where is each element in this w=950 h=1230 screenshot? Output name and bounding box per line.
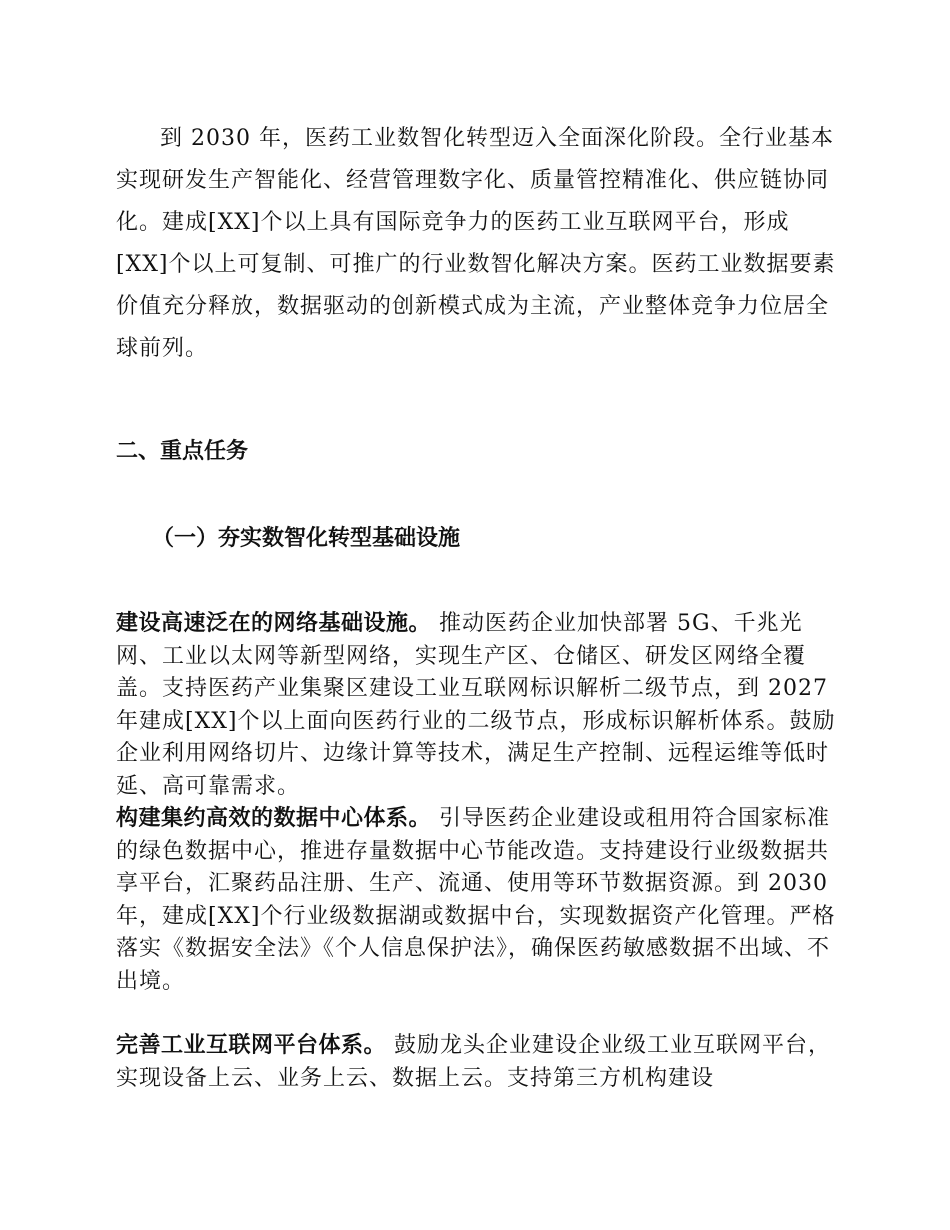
- intro-paragraph: 到 2030 年，医药工业数智化转型迈入全面深化阶段。全行业基本实现研发生产智能化、经营管理数字化、质量管控精准化、供应链协同化。建成[XX]个以上具有国际竞争力的医药工业互联网平台，形成[XX]个以上可复制、可推广的行业数智化解决方案。医药工业数据要素价值充分释放，数据驱动的创新模式成为主流，产业整体竞争力位居全球前列。: [116, 126, 836, 361]
- paragraph-body: 鼓励龙头企业建设企业级工业互联网平台，实现设备上云、业务上云、数据上云。支持第三方机构建设: [116, 1033, 832, 1091]
- task-paragraph-network: [116, 608, 836, 803]
- paragraph-lead: 建设高速泛在的网络基础设施。: [116, 611, 432, 636]
- paragraph-lead: 构建集约高效的数据中心体系。: [116, 806, 432, 831]
- task-paragraph-data-center: [116, 803, 836, 998]
- task-paragraph-platform: [116, 1030, 836, 1095]
- paragraph-body: 推动医药企业加快部署 5G、千兆光网、工业以太网等新型网络，实现生产区、仓储区、研发区网络全覆盖。支持医药产业集聚区建设工业互联网标识解析二级节点，到 2027 年建成[XX]个以上面向医药行业的二级节点，形成标识解析体系。鼓励企业利用网络切片、边缘计算等技术，满足生产控制、远程运维等低时延、高可靠需求。: [116, 611, 836, 799]
- section-heading: 二、重点任务: [116, 439, 249, 464]
- sub-heading: （一）夯实数智化转型基础设施: [152, 525, 461, 551]
- paragraph-body: 引导医药企业建设或租用符合国家标准的绿色数据中心，推进存量数据中心节能改造。支持建设行业级数据共享平台，汇聚药品注册、生产、流通、使用等环节数据资源。到 2030 年，建成[XX]个行业级数据湖或数据中台，实现数据资产化管理。严格落实《数据安全法》《个人信息保护法》，确保医药敏感数据不出域、不出境。: [116, 806, 836, 994]
- paragraph-lead: 完善工业互联网平台体系。: [116, 1033, 387, 1058]
